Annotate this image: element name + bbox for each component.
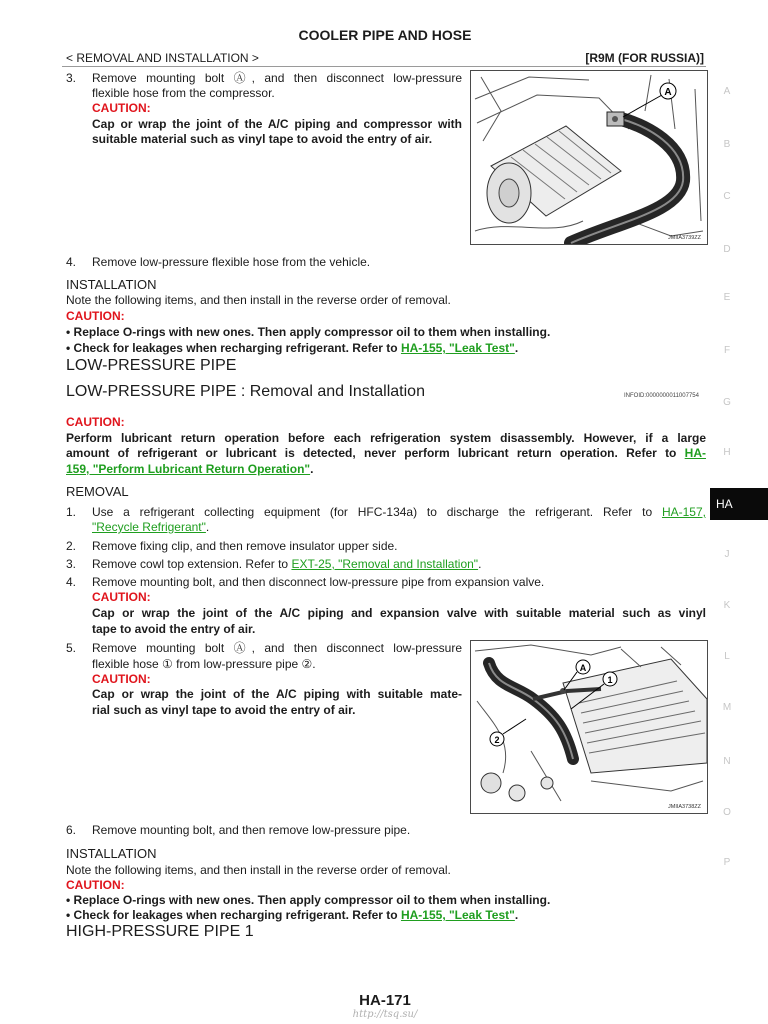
callout-2: 2: [494, 735, 500, 745]
callout-a: A: [664, 87, 672, 98]
caution-label: CAUTION:: [66, 878, 125, 892]
callout-1: 1: [607, 675, 613, 685]
step-text-end: .: [478, 557, 482, 571]
side-index-n[interactable]: N: [723, 756, 731, 767]
step-text: Remove mounting bolt, and then disconnect low-pressure pipe from expansion valve.: [92, 575, 545, 589]
installation-note: Note the following items, and then install in the reverse order of removal.: [66, 863, 451, 877]
step-text: Remove low-pressure flexible hose from the vehicle.: [92, 255, 371, 269]
section-label: < REMOVAL AND INSTALLATION >: [66, 51, 259, 65]
clutch-hub: [499, 179, 519, 207]
info-id: INFOID:0000000011007754: [624, 393, 699, 399]
section-heading: LOW-PRESSURE PIPE: [66, 357, 237, 374]
step-text: [92, 557, 481, 572]
mounting-bolt: [612, 116, 618, 122]
bullet-text: • Check for leakages when recharging refrigerant. Refer to: [66, 341, 401, 355]
caution-label: CAUTION:: [92, 590, 151, 604]
step-text: [92, 520, 209, 535]
caution-text-end: .: [310, 462, 314, 476]
side-index-k[interactable]: K: [723, 600, 731, 611]
side-index-o[interactable]: O: [723, 807, 731, 818]
side-index-c[interactable]: C: [723, 191, 731, 202]
side-index-f[interactable]: F: [723, 345, 731, 356]
caution-label: CAUTION:: [66, 309, 125, 323]
caution-text: [66, 446, 706, 461]
step-number: 5.: [66, 641, 77, 655]
compressor-hose-illustration: [471, 71, 707, 244]
side-index-d[interactable]: D: [723, 244, 731, 255]
caution-text: tape to avoid the entry of air.: [92, 622, 256, 636]
step-text-part: Use a refrigerant collecting equipment (for HFC-134a) to discharge the refrigerant. Refer to: [92, 505, 662, 519]
caution-text: Cap or wrap the joint of the A/C piping and compressor with: [92, 117, 462, 131]
step-number: 1.: [66, 505, 77, 519]
side-index-m[interactable]: M: [722, 702, 732, 713]
side-index-b[interactable]: B: [723, 139, 731, 150]
compressor-hose-figure: [470, 70, 708, 245]
step-text: flexible hose from the compressor.: [92, 86, 275, 100]
installation-heading: INSTALLATION: [66, 277, 157, 292]
caution-bullet: • Replace O-rings with new ones. Then apply compressor oil to them when installing.: [66, 893, 551, 907]
callout-a: A: [579, 663, 587, 673]
bullet-text-end: .: [514, 341, 519, 355]
engine-component: [509, 785, 525, 801]
installation-heading: INSTALLATION: [66, 846, 157, 861]
engine-component: [541, 777, 553, 789]
step-number: 6.: [66, 823, 77, 837]
side-index-g[interactable]: G: [723, 397, 731, 408]
caution-text: suitable material such as vinyl tape to avoid the entry of air.: [92, 132, 433, 146]
step-number: 4.: [66, 575, 77, 589]
side-index-l[interactable]: L: [724, 651, 730, 662]
leak-test-link[interactable]: HA-155, "Leak Test": [400, 341, 515, 355]
step-text: Remove mounting bolt, and then remove low-pressure pipe.: [92, 823, 411, 837]
step-text-part: Remove cowl top extension. Refer to: [92, 557, 292, 571]
step-text: Remove mounting bolt Ⓐ, and then disconnect low-pressure: [92, 641, 462, 655]
caution-label: CAUTION:: [66, 415, 125, 429]
step-text: Remove mounting bolt Ⓐ, and then disconnect low-pressure: [92, 71, 462, 85]
side-index-p[interactable]: P: [723, 857, 731, 868]
caution-text: Perform lubricant return operation before each refrigeration system disassembly. However, if a large: [66, 431, 706, 445]
step-text-end: .: [205, 520, 210, 534]
watermark: http://tsq.su/: [352, 1009, 418, 1020]
bullet-text-end: .: [514, 908, 519, 922]
next-section-heading: HIGH-PRESSURE PIPE 1: [66, 923, 254, 940]
lubricant-return-link[interactable]: 159, "Perform Lubricant Return Operation": [66, 462, 311, 476]
figure-id: JMIIA3738ZZ: [667, 804, 701, 810]
caution-text-part: amount of refrigerant or lubricant is detected, never perform lubricant return operation. Refer to: [66, 446, 685, 460]
step-text: [92, 505, 706, 520]
side-index-j[interactable]: J: [724, 549, 730, 560]
step-number: 3.: [66, 71, 77, 85]
step-number: 4.: [66, 255, 77, 269]
page-title: COOLER PIPE AND HOSE: [298, 27, 472, 43]
lubricant-return-link[interactable]: HA-: [684, 446, 706, 460]
subsection-heading: LOW-PRESSURE PIPE : Removal and Installation: [66, 383, 425, 400]
step-text: flexible hose ① from low-pressure pipe ②.: [92, 657, 316, 671]
bullet-text: • Check for leakages when recharging refrigerant. Refer to: [66, 908, 401, 922]
caution-bullet: [66, 341, 518, 356]
removal-heading: REMOVAL: [66, 484, 129, 499]
side-index-h[interactable]: H: [723, 447, 731, 458]
step-number: 2.: [66, 539, 77, 553]
step-text: Remove fixing clip, and then remove insulator upper side.: [92, 539, 398, 553]
recycle-refrigerant-link[interactable]: HA-157,: [661, 505, 706, 519]
caution-label: CAUTION:: [92, 101, 151, 115]
recycle-refrigerant-link[interactable]: "Recycle Refrigerant": [92, 520, 206, 534]
page-number: HA-171: [359, 992, 411, 1009]
leak-test-link[interactable]: HA-155, "Leak Test": [400, 908, 515, 922]
caution-text: Cap or wrap the joint of the A/C piping with suitable mate-: [92, 687, 462, 701]
caution-text: Cap or wrap the joint of the A/C piping and expansion valve with suitable material such as vinyl: [92, 606, 706, 620]
installation-note: Note the following items, and then install in the reverse order of removal.: [66, 293, 451, 307]
model-label: [R9M (FOR RUSSIA)]: [585, 51, 704, 65]
step-number: 3.: [66, 557, 77, 571]
low-pressure-pipe-illustration: [471, 641, 707, 813]
engine-component: [481, 773, 501, 793]
caution-text: rial such as vinyl tape to avoid the entry of air.: [92, 703, 356, 717]
caution-bullet: [66, 908, 518, 923]
side-index-ha-active[interactable]: HA: [710, 488, 768, 520]
side-index-a[interactable]: A: [723, 86, 731, 97]
caution-text: [66, 462, 313, 477]
low-pressure-pipe-figure: [470, 640, 708, 814]
caution-label: CAUTION:: [92, 672, 151, 686]
cowl-top-removal-link[interactable]: EXT-25, "Removal and Installation": [291, 557, 479, 571]
figure-id: JMIIA3739ZZ: [667, 235, 701, 241]
header-divider: [62, 66, 706, 67]
side-index-e[interactable]: E: [723, 292, 731, 303]
caution-bullet: • Replace O-rings with new ones. Then apply compressor oil to them when installing.: [66, 325, 551, 339]
